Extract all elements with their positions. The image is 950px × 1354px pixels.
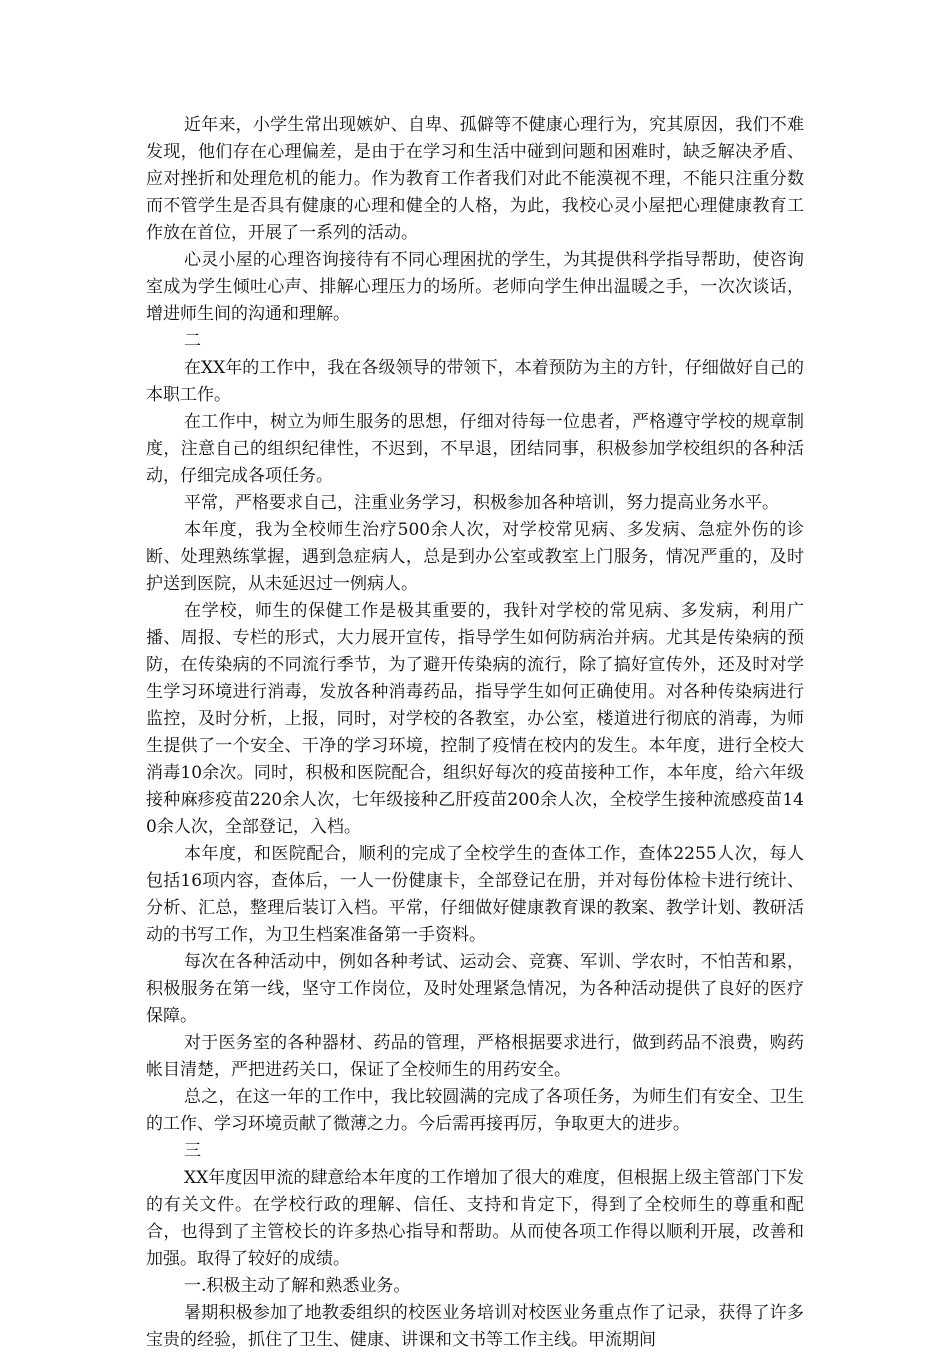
paragraph-summary: 总之，在这一年的工作中，我比较圆满的完成了各项任务，为师生们有安全、卫生的工作、学习环境贡献了微薄之力。今后需再接再厉，争取更大的进步。 <box>146 1087 804 1134</box>
section-heading-two: 二 <box>184 331 201 351</box>
paragraph-prevention: 在学校，师生的保健工作是极其重要的，我针对学校的常见病、多发病，利用广播、周报、专栏的形式，大力展开宣传，指导学生如何防病治并病。尤其是传染病的预防，在传染病的不同流行季节，为了避开传染病的流行，除了搞好宣传外，还及时对学生学习环境进行消毒，发放各种消毒药品，指导学生如何正确使用。对各种传染病进行监控，及时分析，上报，同时，对学校的各教室，办公室，楼道进行彻底的消毒，为师生提供了一个安全、干净的学习环境，控制了疫情在校内的发生。本年度，进行全校大消毒10余次。同时，积极和医院配合，组织好每次的疫苗接种工作，本年度，给六年级接种麻疹疫苗220余人次，七年级接种乙肝疫苗200余人次，全校学生接种流感疫苗140余人次，全部登记，入档。 <box>146 601 804 837</box>
document-body <box>146 112 804 1354</box>
section-heading-three: 三 <box>184 1141 201 1161</box>
paragraph-study: 平常，严格要求自己，注重业务学习，积极参加各种培训，努力提高业务水平。 <box>184 493 779 513</box>
paragraph-flu-year: XX年度因甲流的肆意给本年度的工作增加了很大的难度，但根据上级主管部门下发的有关文件。在学校行政的理解、信任、支持和肯定下，得到了全校师生的尊重和配合，也得到了主管校长的许多热心指导和帮助。从而使各项工作得以顺利开展，改善和加强。取得了较好的成绩。 <box>146 1168 804 1269</box>
paragraph-year-work: 在XX年的工作中，我在各级领导的带领下，本着预防为主的方针，仔细做好自己的本职工作。 <box>146 358 804 405</box>
paragraph-activities: 每次在各种活动中，例如各种考试、运动会、竞赛、军训、学农时，不怕苦和累，积极服务在第一线，坚守工作岗位，及时处理紧急情况，为各种活动提供了良好的医疗保障。 <box>146 952 804 1026</box>
paragraph-checkup: 本年度，和医院配合，顺利的完成了全校学生的查体工作，查体2255人次，每人包括16项内容，查体后，一人一份健康卡，全部登记在册，并对每份体检卡进行统计、分析、汇总，整理后装订入档。平常，仔细做好健康教育课的教案、教学计划、教研活动的书写工作，为卫生档案准备第一手资料。 <box>146 844 804 945</box>
paragraph-intro: 近年来，小学生常出现嫉妒、自卑、孤僻等不健康心理行为，究其原因，我们不难发现，他们存在心理偏差，是由于在学习和生活中碰到问题和困难时，缺乏解决矛盾、应对挫折和处理危机的能力。作为教育工作者我们对此不能漠视不理，不能只注重分数而不管学生是否具有健康的心理和健全的人格，为此，我校心灵小屋把心理健康教育工作放在首位，开展了一系列的活动。 <box>146 115 804 243</box>
paragraph-medicine: 对于医务室的各种器材、药品的管理，严格根据要求进行，做到药品不浪费，购药帐目清楚，严把进药关口，保证了全校师生的用药安全。 <box>146 1033 804 1080</box>
paragraph-counseling: 心灵小屋的心理咨询接待有不同心理困扰的学生，为其提供科学指导帮助，使咨询室成为学生倾吐心声、排解心理压力的场所。老师向学生伸出温暖之手，一次次谈话，增进师生间的沟通和理解。 <box>146 250 804 324</box>
paragraph-service: 在工作中，树立为师生服务的思想，仔细对待每一位患者，严格遵守学校的规章制度，注意自己的组织纪律性，不迟到，不早退，团结同事，积极参加学校组织的各种活动，仔细完成各项任务。 <box>146 412 804 486</box>
paragraph-training: 暑期积极参加了地教委组织的校医业务培训对校医业务重点作了记录，获得了许多宝贵的经验，抓住了卫生、健康、讲课和文书等工作主线。甲流期间 <box>146 1303 804 1350</box>
subheading-business: 一.积极主动了解和熟悉业务。 <box>184 1276 411 1296</box>
paragraph-treatment: 本年度，我为全校师生治疗500余人次，对学校常见病、多发病、急症外伤的诊断、处理熟练掌握，遇到急症病人，总是到办公室或教室上门服务，情况严重的，及时护送到医院，从未延迟过一例病人。 <box>146 520 804 594</box>
